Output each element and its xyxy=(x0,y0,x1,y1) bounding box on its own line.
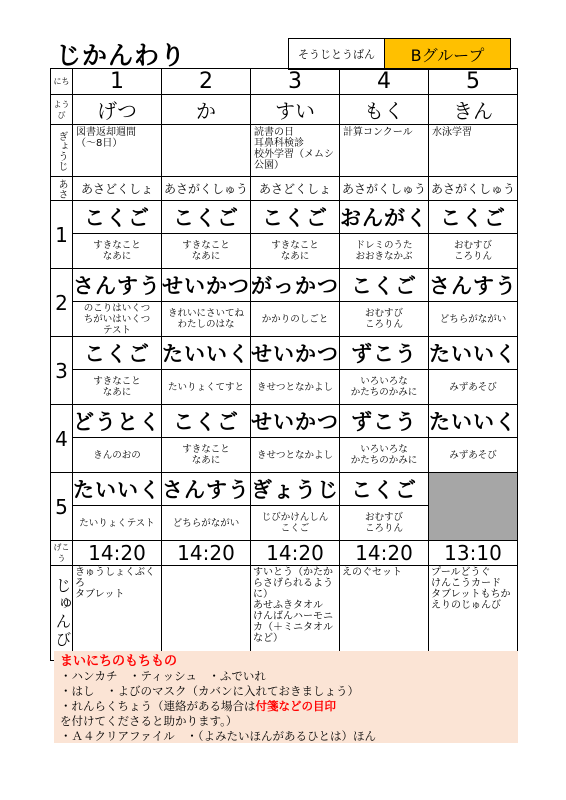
lesson-desc-cell: すきなこと なあに xyxy=(162,234,251,269)
day-number: 1 xyxy=(73,69,162,95)
subject-cell: がっかつ xyxy=(251,269,340,302)
items-cell xyxy=(162,566,251,661)
row-header-period: 5 xyxy=(51,473,73,541)
day-name: もく xyxy=(340,95,429,125)
lesson-desc-cell: じびかけんしん こくご xyxy=(251,506,340,541)
lesson-desc-cell: いろいろな かたちのかみに xyxy=(340,438,429,473)
row-header-period: 1 xyxy=(51,201,73,269)
lesson-desc-cell: いろいろな かたちのかみに xyxy=(340,370,429,405)
table-row xyxy=(51,302,518,337)
lesson-desc-cell: すきなこと なあに xyxy=(251,234,340,269)
note-line: ・Ａ４クリアファイル ・（よみたいほんがあるひとは）ほん xyxy=(60,729,377,743)
lesson-desc-cell: きんのおの xyxy=(73,438,162,473)
day-name: げつ xyxy=(73,95,162,125)
lesson-desc-cell: おむすび ころりん xyxy=(340,506,429,541)
cleaning-duty-box xyxy=(288,38,511,70)
note-title: まいにちのもちもの xyxy=(60,654,178,669)
lesson-desc-cell: たいりょくてすと xyxy=(162,370,251,405)
note-highlight: 付箋などの目印 xyxy=(255,699,336,713)
row-header-nichi: にち xyxy=(51,69,73,95)
day-name: きん xyxy=(429,95,518,125)
lesson-desc-cell: どちらがながい xyxy=(162,506,251,541)
subject-cell: たいいく xyxy=(73,473,162,506)
lesson-desc-cell: きせつとなかよし xyxy=(251,370,340,405)
event-cell: 計算コンクール xyxy=(340,125,429,177)
note-line: ・ハンカチ ・ティッシュ ・ふでいれ xyxy=(60,669,266,683)
row-header-gyouji xyxy=(51,125,73,177)
lesson-desc-cell: おむすび ころりん xyxy=(340,302,429,337)
dismissal-time: 14:20 xyxy=(340,541,429,566)
table-row xyxy=(51,234,518,269)
row-header-youbi: ようび xyxy=(51,95,73,125)
cleaning-duty-group: Bグループ xyxy=(385,39,510,69)
subject-cell: さんすう xyxy=(162,473,251,506)
subject-cell: こくご xyxy=(340,473,429,506)
table-row xyxy=(51,566,518,661)
subject-cell: こくご xyxy=(73,201,162,234)
event-cell xyxy=(162,125,251,177)
note-line xyxy=(60,699,512,729)
lesson-desc-cell: のこりはいくつ ちがいはいくつ テスト xyxy=(73,302,162,337)
table-row xyxy=(51,177,518,201)
subject-cell: こくご xyxy=(162,201,251,234)
subject-cell: こくご xyxy=(251,201,340,234)
dismissal-time: 14:20 xyxy=(162,541,251,566)
subject-cell: こくご xyxy=(340,269,429,302)
lesson-desc-cell: みずあそび xyxy=(429,438,518,473)
lesson-desc-cell: どちらがながい xyxy=(429,302,518,337)
page-title: じかんわり xyxy=(56,41,187,70)
table-row xyxy=(51,269,518,302)
lesson-desc-cell: おむすび ころりん xyxy=(429,234,518,269)
lesson-desc-cell: きせつとなかよし xyxy=(251,438,340,473)
row-header-period: 4 xyxy=(51,405,73,473)
morning-activity: あさがくしゅう xyxy=(340,177,429,201)
lesson-desc-cell: すきなこと なあに xyxy=(162,438,251,473)
lesson-desc-cell: たいりょくテスト xyxy=(73,506,162,541)
day-name: か xyxy=(162,95,251,125)
dismissal-time: 13:10 xyxy=(429,541,518,566)
table-row xyxy=(51,95,518,125)
row-header-gyouji-text: ぎょうじ xyxy=(56,130,67,171)
lesson-desc-cell: ドレミのうた おおきなかぶ xyxy=(340,234,429,269)
subject-cell: たいいく xyxy=(429,337,518,370)
subject-cell: ずこう xyxy=(340,405,429,438)
event-cell: 水泳学習 xyxy=(429,125,518,177)
morning-activity: あさどくしょ xyxy=(251,177,340,201)
subject-cell: こくご xyxy=(429,201,518,234)
note-text: ・れんらくちょう（連絡がある場合は xyxy=(60,699,256,713)
subject-cell: どうとく xyxy=(73,405,162,438)
table-row xyxy=(51,405,518,438)
table-row xyxy=(51,370,518,405)
table-row xyxy=(51,337,518,370)
subject-cell: こくご xyxy=(73,337,162,370)
note-text: を付けてくださると助かります。） xyxy=(60,714,238,728)
items-cell: プールどうぐ けんこうカード タブレットもちかえりのじゅんび xyxy=(429,566,518,661)
items-cell: きゅうしょくぶくろ タブレット xyxy=(73,566,162,661)
daily-items-note xyxy=(54,651,518,743)
row-header-period: 3 xyxy=(51,337,73,405)
morning-activity: あさがくしゅう xyxy=(429,177,518,201)
row-header-gekou: げこう xyxy=(51,541,73,566)
lesson-desc-cell: すきなこと なあに xyxy=(73,370,162,405)
subject-cell: ぎょうじ xyxy=(251,473,340,506)
subject-cell: たいいく xyxy=(162,337,251,370)
morning-activity: あさがくしゅう xyxy=(162,177,251,201)
dismissal-time: 14:20 xyxy=(251,541,340,566)
subject-cell: おんがく xyxy=(340,201,429,234)
row-header-junbi-text: じゅんび xyxy=(53,577,72,649)
timetable xyxy=(50,68,518,661)
event-cell: 読書の日 耳鼻科検診 校外学習（メムシ 公園） xyxy=(251,125,340,177)
lesson-desc-cell: かかりのしごと xyxy=(251,302,340,337)
items-cell: えのぐセット xyxy=(340,566,429,661)
event-cell: 図書返却週間 （～8日） xyxy=(73,125,162,177)
subject-cell: せいかつ xyxy=(251,405,340,438)
table-row xyxy=(51,201,518,234)
subject-cell: さんすう xyxy=(429,269,518,302)
table-row xyxy=(51,69,518,95)
subject-cell: ずこう xyxy=(340,337,429,370)
morning-activity: あさどくしょ xyxy=(73,177,162,201)
row-header-asa-text: あさ xyxy=(56,178,67,199)
items-cell: すいとう（かたからさげられるように） あせふきタオル けんばんハーモニカ（＋ミニタオルなど） xyxy=(251,566,340,661)
lesson-desc-cell: きれいにさいてね わたしのはな xyxy=(162,302,251,337)
day-number: 4 xyxy=(340,69,429,95)
lesson-desc-cell: すきなこと なあに xyxy=(73,234,162,269)
empty-period-cell xyxy=(429,473,518,541)
day-number: 5 xyxy=(429,69,518,95)
table-row xyxy=(51,125,518,177)
table-row xyxy=(51,473,518,506)
table-row xyxy=(51,438,518,473)
cleaning-duty-label: そうじとうばん xyxy=(289,39,385,69)
day-number: 2 xyxy=(162,69,251,95)
row-header-period: 2 xyxy=(51,269,73,337)
subject-cell: せいかつ xyxy=(251,337,340,370)
lesson-desc-cell: みずあそび xyxy=(429,370,518,405)
table-row xyxy=(51,541,518,566)
row-header-junbi xyxy=(51,566,73,661)
subject-cell: さんすう xyxy=(73,269,162,302)
day-name: すい xyxy=(251,95,340,125)
subject-cell: こくご xyxy=(162,405,251,438)
note-line: ・はし ・よびのマスク（カバンに入れておきましょう） xyxy=(60,684,359,698)
day-number: 3 xyxy=(251,69,340,95)
subject-cell: せいかつ xyxy=(162,269,251,302)
dismissal-time: 14:20 xyxy=(73,541,162,566)
subject-cell: たいいく xyxy=(429,405,518,438)
row-header-asa xyxy=(51,177,73,201)
